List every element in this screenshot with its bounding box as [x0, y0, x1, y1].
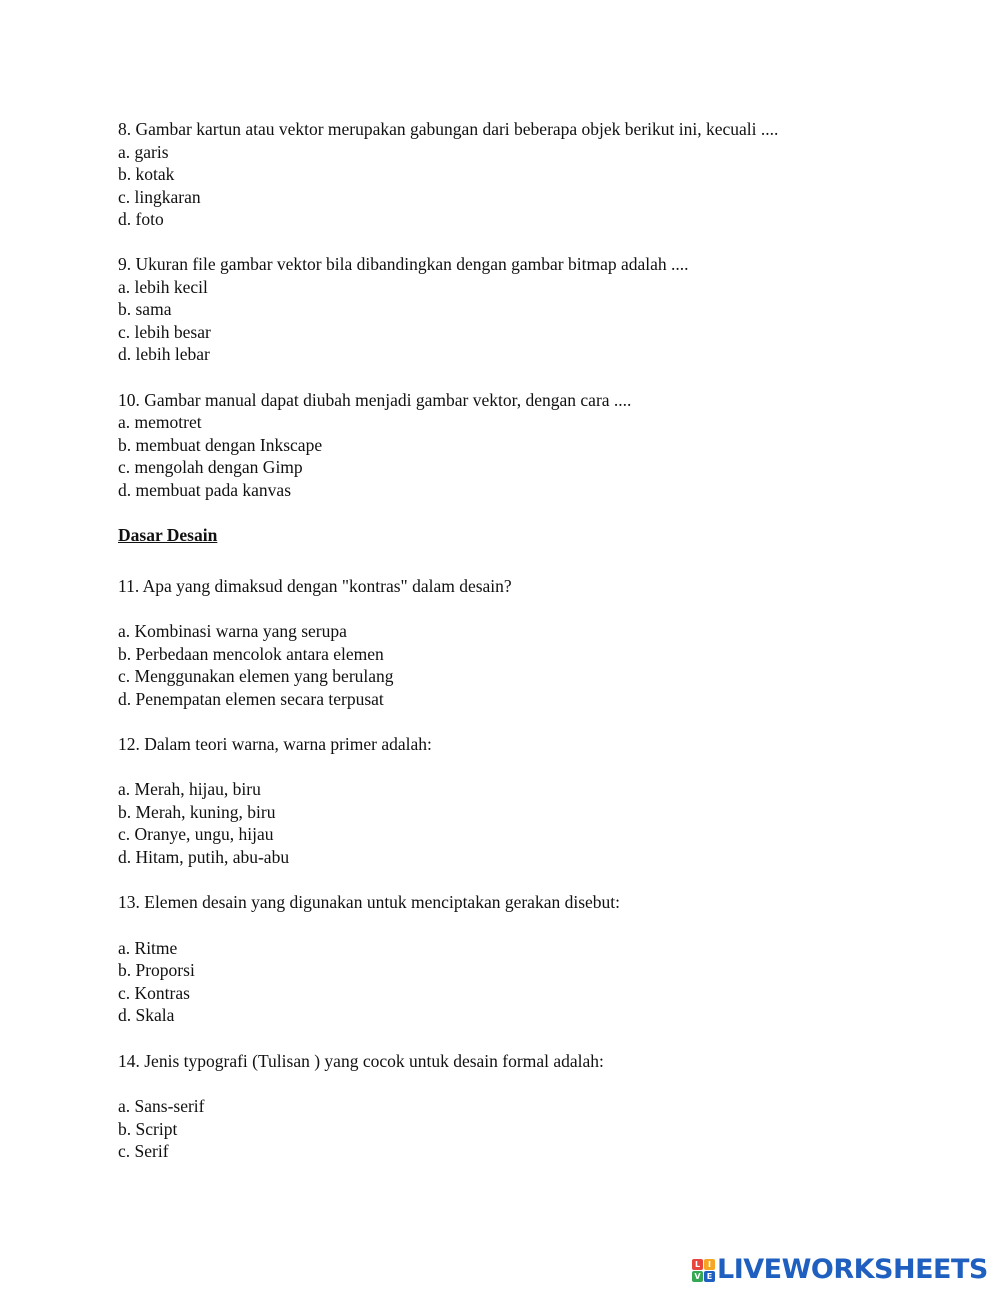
liveworksheets-logo-mark-icon — [692, 1259, 715, 1282]
logo-mark-tile: L — [692, 1259, 703, 1270]
liveworksheets-logo — [692, 1256, 988, 1284]
logo-mark-tile: V — [692, 1271, 703, 1282]
question-9-text: 9. Ukuran file gambar vektor bila dibandingkan dengan gambar bitmap adalah .... — [118, 254, 689, 274]
question-14-option-c: c. Serif — [118, 1141, 169, 1161]
liveworksheets-logo-text: LIVEWORKSHEETS — [717, 1254, 988, 1285]
question-13-option-a: a. Ritme — [118, 938, 178, 958]
question-8-option-a: a. garis — [118, 142, 169, 162]
question-10-option-b: b. membuat dengan Inkscape — [118, 435, 323, 455]
question-13-option-b: b. Proporsi — [118, 960, 195, 980]
question-12-option-b: b. Merah, kuning, biru — [118, 802, 276, 822]
question-11-option-c: c. Menggunakan elemen yang berulang — [118, 666, 394, 686]
question-10-option-c: c. mengolah dengan Gimp — [118, 457, 303, 477]
question-11-option-d: d. Penempatan elemen secara terpusat — [118, 689, 384, 709]
question-11-option-b: b. Perbedaan mencolok antara elemen — [118, 644, 384, 664]
question-9-option-d: d. lebih lebar — [118, 344, 210, 364]
question-10-text: 10. Gambar manual dapat diubah menjadi gambar vektor, dengan cara .... — [118, 390, 632, 410]
logo-mark-tile: E — [704, 1271, 715, 1282]
question-13-option-d: d. Skala — [118, 1005, 175, 1025]
question-9-option-a: a. lebih kecil — [118, 277, 208, 297]
question-11-option-a: a. Kombinasi warna yang serupa — [118, 621, 347, 641]
question-11-text: 11. Apa yang dimaksud dengan "kontras" dalam desain? — [118, 576, 512, 596]
question-12-option-a: a. Merah, hijau, biru — [118, 779, 261, 799]
question-10-option-a: a. memotret — [118, 412, 202, 432]
question-8-option-c: c. lingkaran — [118, 187, 201, 207]
question-14-option-b: b. Script — [118, 1119, 178, 1139]
logo-mark-tile: I — [704, 1259, 715, 1270]
section-heading: Dasar Desain — [118, 525, 218, 545]
question-8-option-b: b. kotak — [118, 164, 175, 184]
question-8-option-d: d. foto — [118, 209, 164, 229]
question-13-option-c: c. Kontras — [118, 983, 190, 1003]
question-12-text: 12. Dalam teori warna, warna primer adalah: — [118, 734, 432, 754]
question-10-option-d: d. membuat pada kanvas — [118, 480, 292, 500]
question-9-option-c: c. lebih besar — [118, 322, 211, 342]
question-8-text: 8. Gambar kartun atau vektor merupakan gabungan dari beberapa objek berikut ini, kecuali .... — [118, 119, 779, 139]
question-14-option-a: a. Sans-serif — [118, 1096, 205, 1116]
question-9-option-b: b. sama — [118, 299, 172, 319]
question-12-option-d: d. Hitam, putih, abu-abu — [118, 847, 290, 867]
question-13-text: 13. Elemen desain yang digunakan untuk menciptakan gerakan disebut: — [118, 892, 621, 912]
question-14-text: 14. Jenis typografi (Tulisan ) yang cocok untuk desain formal adalah: — [118, 1051, 604, 1071]
question-12-option-c: c. Oranye, ungu, hijau — [118, 824, 274, 844]
